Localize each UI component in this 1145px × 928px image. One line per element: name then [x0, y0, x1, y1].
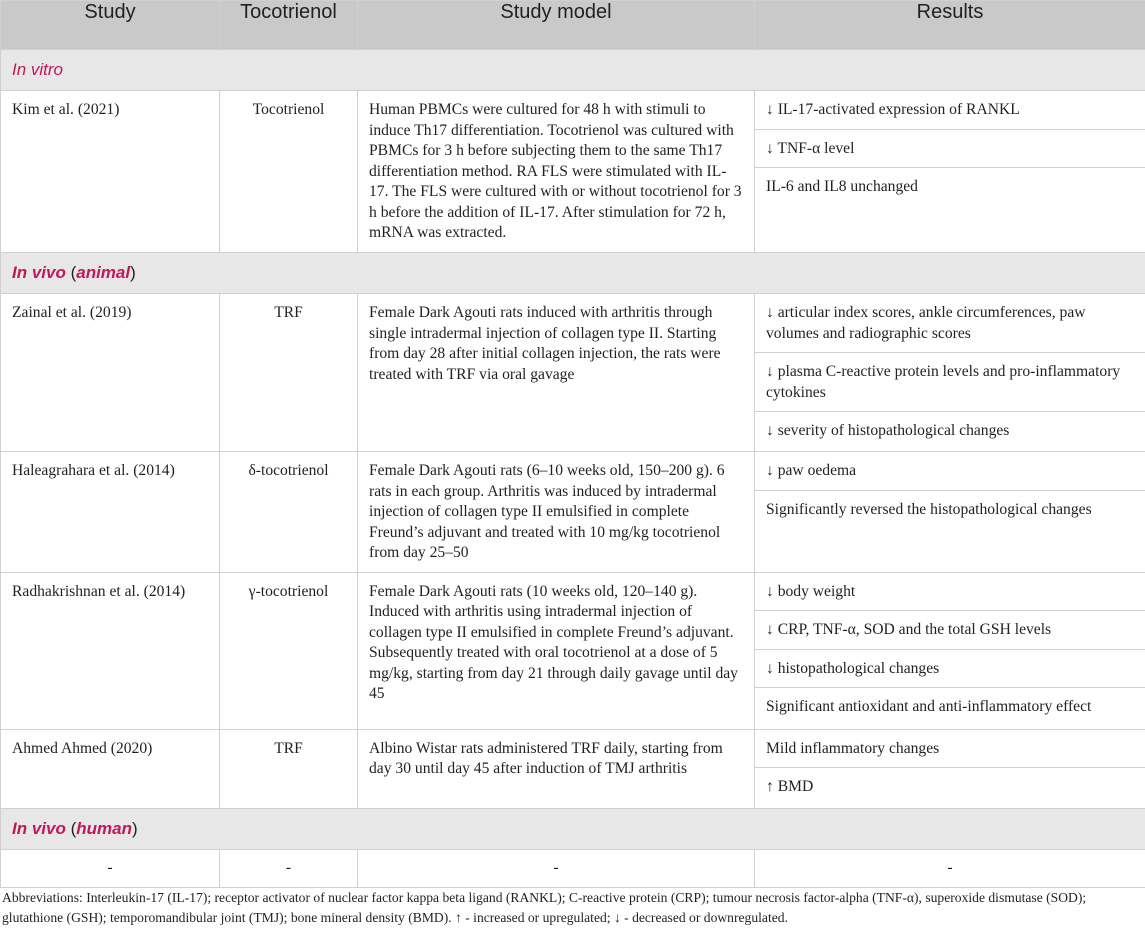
- study-cell: Haleagrahara et al. (2014): [1, 452, 220, 573]
- paren-close: ): [130, 263, 136, 282]
- result-item: IL-6 and IL8 unchanged: [766, 178, 918, 195]
- study-cell: -: [1, 849, 220, 887]
- result-item: ↓ histopathological changes: [755, 650, 1145, 689]
- section-label-in-vivo-human: [1, 808, 1145, 849]
- tocotrienol-cell: TRF: [220, 729, 358, 808]
- results-cell: [755, 452, 1145, 573]
- study-cell: Kim et al. (2021): [1, 91, 220, 253]
- study-cell: Ahmed Ahmed (2020): [1, 729, 220, 808]
- result-item: ↓ CRP, TNF-α, SOD and the total GSH levels: [755, 611, 1145, 650]
- section-row-in-vitro: [1, 50, 1145, 91]
- section-row-in-vivo-animal: [1, 253, 1145, 294]
- table-row: [1, 572, 1145, 729]
- result-item: Significantly reversed the histopathological changes: [766, 500, 1092, 518]
- result-item: Significant antioxidant and anti-inflammatory effect: [766, 698, 1092, 715]
- result-item: ↓ severity of histopathological changes: [766, 422, 1010, 439]
- section-human-text: human: [76, 818, 132, 838]
- table-row: [1, 91, 1145, 253]
- study-model-cell: -: [358, 849, 755, 887]
- header-study: Study: [1, 1, 220, 50]
- header-row: [1, 1, 1145, 50]
- abbreviations-footnote: Abbreviations: Interleukin-17 (IL-17); receptor activator of nuclear factor kappa beta ligand (RANKL); C-reactive protein (CRP); tumour necrosis factor-alpha (TNF-α), superoxide dismutase (SOD); glutathione (GSH); temporomandibular joint (TMJ); bone mineral density (BMD). ↑ - increased or upregulated; ↓ - decreased or downregulated.: [2, 890, 1087, 925]
- paren-close: ): [131, 818, 138, 838]
- results-cell: -: [755, 849, 1145, 887]
- result-item: ↓ TNF-α level: [755, 130, 1145, 169]
- study-model-cell: Human PBMCs were cultured for 48 h with stimuli to induce Th17 differentiation. Tocotrienol was cultured with PBMCs for 3 h before subjecting them to the same Th17 differentiation method. RA FLS were stimulated with IL-17. The FLS were cultured with or without tocotrienol for 3 h before the addition of IL-17. After stimulation for 72 h, mRNA was extracted.: [358, 91, 755, 253]
- header-results: Results: [755, 1, 1145, 50]
- results-cell: [755, 294, 1145, 452]
- result-item: ↓ IL-17-activated expression of RANKL: [755, 91, 1145, 130]
- section-in-vivo-text: In vivo: [12, 818, 66, 838]
- table-row: [1, 849, 1145, 887]
- result-item: ↑ BMD: [766, 778, 814, 795]
- header-study-model: Study model: [358, 1, 755, 50]
- section-label-in-vivo-animal: [1, 253, 1145, 294]
- table-row: [1, 729, 1145, 808]
- section-row-in-vivo-human: [1, 808, 1145, 849]
- result-item: ↓ paw oedema: [755, 452, 1145, 491]
- study-model-cell: Female Dark Agouti rats induced with arthritis through single intradermal injection of collagen type II. Starting from day 28 after initial collagen injection, the rats were treated with TRF via oral gavage: [358, 294, 755, 452]
- result-item: ↓ plasma C-reactive protein levels and pro-inflammatory cytokines: [755, 353, 1145, 412]
- result-item: ↓ body weight: [755, 573, 1145, 612]
- header-tocotrienol: Tocotrienol: [220, 1, 358, 50]
- section-in-vitro-text: In vitro: [12, 60, 64, 79]
- result-item: Mild inflammatory changes: [755, 730, 1145, 769]
- tocotrienol-cell: Tocotrienol: [220, 91, 358, 253]
- paren-open: (: [65, 263, 77, 282]
- study-model-cell: Albino Wistar rats administered TRF daily, starting from day 30 until day 45 after induction of TMJ arthritis: [358, 729, 755, 808]
- result-item: ↓ articular index scores, ankle circumferences, paw volumes and radiographic scores: [755, 294, 1145, 353]
- tocotrienol-cell: γ-tocotrienol: [220, 572, 358, 729]
- results-cell: [755, 729, 1145, 808]
- tocotrienol-cell: δ-tocotrienol: [220, 452, 358, 573]
- study-model-cell: Female Dark Agouti rats (6–10 weeks old, 150–200 g). 6 rats in each group. Arthritis was induced by intradermal injection of collagen type II emulsified in complete Freund’s adjuvant and treated with 10 mg/kg tocotrienol from day 25–50: [358, 452, 755, 573]
- results-cell: [755, 91, 1145, 253]
- section-in-vivo-text: In vivo: [12, 263, 66, 282]
- tocotrienol-cell: TRF: [220, 294, 358, 452]
- tocotrienol-cell: -: [220, 849, 358, 887]
- study-model-cell: Female Dark Agouti rats (10 weeks old, 120–140 g). Induced with arthritis using intradermal injection of collagen type II emulsified in complete Freund’s adjuvant. Subsequently treated with oral tocotrienol at a dose of 5 mg/kg, starting from day 21 through daily gavage until day 45: [358, 572, 755, 729]
- section-label-in-vitro: [1, 50, 1145, 91]
- study-cell: Zainal et al. (2019): [1, 294, 220, 452]
- table-row: [1, 452, 1145, 573]
- study-cell: Radhakrishnan et al. (2014): [1, 572, 220, 729]
- paren-open: (: [65, 818, 77, 838]
- section-animal-text: animal: [76, 263, 131, 282]
- table-row: [1, 294, 1145, 452]
- results-cell: [755, 572, 1145, 729]
